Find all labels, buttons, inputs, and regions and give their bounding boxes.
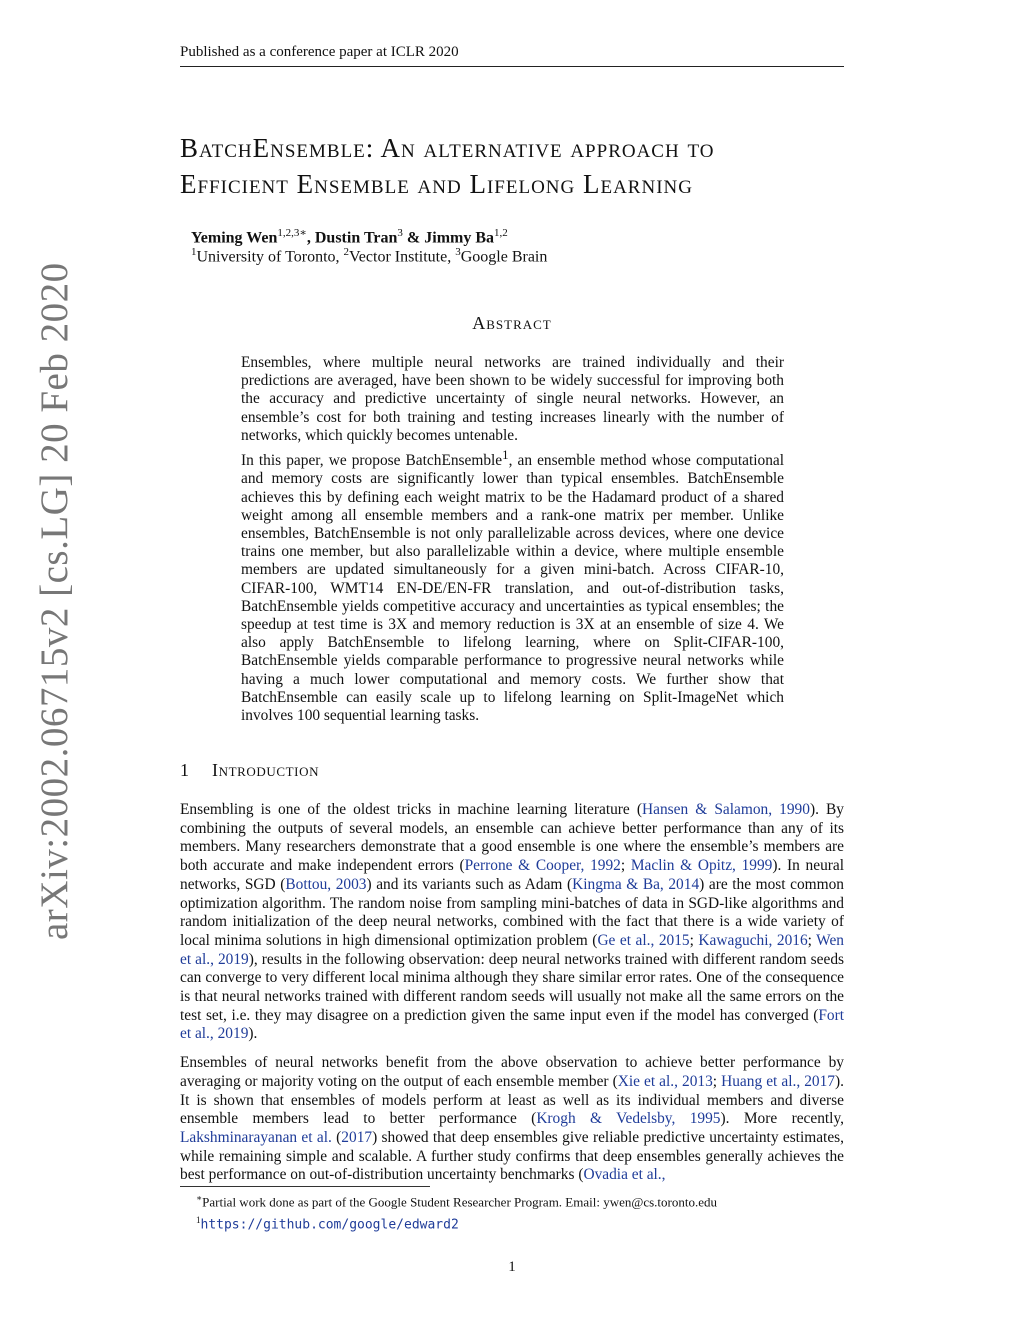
footnote-marker[interactable]: 1 (502, 448, 509, 463)
citation-link[interactable]: Xie et al., 2013 (617, 1072, 713, 1090)
body-paragraph (180, 1054, 844, 1185)
body-text: Ensembles of neural networks benefit from the above observation to achieve better performance by averaging or majority voting on the output of each ensemble member ( (180, 1054, 844, 1090)
citation-link[interactable]: Hansen & Salamon, 1990 (642, 801, 810, 818)
body-text: ). More recently, (720, 1110, 844, 1128)
affiliation: Vector Institute, (349, 248, 456, 266)
footnote-mark: 1 (196, 1215, 201, 1226)
affiliation-mark: 2 (343, 246, 350, 258)
introduction-body (180, 801, 844, 1195)
author-separator: & (402, 229, 425, 247)
affiliation: University of Toronto, (196, 248, 344, 266)
body-text: ; (620, 857, 631, 875)
author-name: Jimmy Ba (424, 229, 495, 247)
abstract-body (241, 354, 784, 726)
citation-link[interactable]: Fort et al., 2019 (180, 1006, 844, 1043)
header-rule (180, 66, 844, 67)
body-text: ; (712, 1072, 722, 1090)
citation-link[interactable]: Ovadia et al., (583, 1166, 666, 1184)
title-line-1: BatchEnsemble: An alternative approach to (180, 133, 715, 163)
body-text: ; (689, 931, 699, 949)
affiliation: Google Brain (460, 248, 548, 266)
author-affiliation-mark: 3 (397, 227, 403, 239)
abstract-heading: Abstract (472, 313, 552, 333)
author-affiliation-mark: 1,2 (494, 227, 508, 239)
footnote-rule (180, 1186, 430, 1187)
footnote (196, 1211, 717, 1234)
section-number: 1 (180, 760, 190, 780)
paper-title (180, 130, 850, 202)
affiliation-mark: 3 (455, 246, 461, 258)
body-text: ), results in the following observation: deep neural networks trained with different random seeds can converge to very different local minima although they share similar error rates. One of the consequence is that neural networks trained with different random seeds will usually not make all the same errors on the test set, i.e. they may disagree on a prediction given the same input even if the model has converged ( (180, 950, 845, 1024)
citation-link[interactable]: Kawaguchi, 2016 (698, 931, 808, 949)
citation-link[interactable]: Krogh & Vedelsby, 1995 (536, 1110, 721, 1128)
author-name: Yeming Wen (191, 229, 278, 247)
author-affiliation-mark: 1,2,3∗ (277, 227, 307, 239)
body-text: ) showed that deep ensembles give reliable predictive uncertainty estimates, while remaining simple and scalable. A further study confirms that deep ensembles generally achieves the best performance on out-of-distribution uncertainty benchmarks ( (180, 1128, 844, 1184)
body-text: ). (248, 1025, 258, 1043)
body-paragraph (180, 801, 844, 1044)
page-number: 1 (508, 1259, 516, 1275)
body-text: ( (331, 1128, 342, 1146)
footnote-mark: ∗ (196, 1193, 203, 1203)
body-text: ). In neural networks, SGD ( (180, 857, 845, 893)
abstract-text: In this paper, we propose BatchEnsemble (241, 452, 503, 470)
affiliation-line (191, 246, 547, 266)
citation-link[interactable]: Huang et al., 2017 (721, 1072, 835, 1090)
arxiv-identifier-stamp: arXiv:2002.06715v2 [cs.LG] 20 Feb 2020 (33, 262, 76, 940)
affiliation-mark: 1 (191, 246, 197, 258)
section-title: Introduction (212, 760, 320, 780)
body-text: ) are the most common optimization algorithm. The random noise from sampling mini-batches of data in SGD-like algorithms and random initialization of the deep neural networks, combined with the fact that there is a wide variety of local minima solutions in high dimensional optimization problem ( (180, 875, 844, 949)
footnotes (196, 1189, 717, 1235)
abstract-paragraph (241, 446, 784, 725)
citation-link[interactable]: Kingma & Ba, 2014 (572, 875, 700, 893)
body-text: ). It is shown that ensembles of models perform at least as well as its individual members and diverse ensemble members lead to better performance ( (180, 1072, 844, 1128)
citation-link[interactable]: 2017 (341, 1128, 373, 1146)
title-line-2: Efficient Ensemble and Lifelong Learning (180, 169, 693, 199)
author-name: Dustin Tran (314, 229, 398, 247)
abstract-text: , an ensemble method whose computational and memory costs are significantly lower than typical ensembles. BatchEnsemble achieves this by defining each weight matrix to be the Hadamard product of a shared weight among all ensemble members and a rank-one matrix per member. Unlike ensembles, BatchEnsemble is not only parallelizable across devices, where one device trains one member, but also parallelizable within a device, where multiple ensemble members are updated simultaneously for a given mini-batch. Across CIFAR-10, CIFAR-100, WMT14 EN-DE/EN-FR translation, and out-of-distribution tasks, BatchEnsemble yields competitive accuracy and uncertainties as typical ensembles; the speedup at test time is 3X and memory reduction is 3X at an ensemble of size 4. We also apply BatchEnsemble to lifelong learning, where on Split-CIFAR-100, BatchEnsemble yields comparable performance to progressive neural networks while having a much lower computational and memory costs. We further show that BatchEnsemble can easily scale up to lifelong learning on Split-ImageNet which involves 100 sequential learning tasks. (241, 452, 784, 724)
citation-link[interactable]: Maclin & Opitz, 1999 (630, 857, 773, 875)
body-text: Ensembling is one of the oldest tricks in machine learning literature ( (180, 801, 642, 818)
citation-link[interactable]: Perrone & Cooper, 1992 (464, 857, 621, 875)
running-header: Published as a conference paper at ICLR 2020 (180, 44, 459, 60)
body-text: ) and its variants such as Adam ( (366, 875, 573, 893)
author-separator: , (306, 229, 315, 247)
abstract-paragraph: Ensembles, where multiple neural networks are trained individually and their predictions are averaged, have been shown to be widely successful for improving both the accuracy and predictive uncertainty of single neural networks. However, an ensemble’s cost for both training and testing increases linearly with the number of networks, which quickly becomes untenable. (241, 354, 784, 444)
citation-link[interactable]: Wen et al., 2019 (180, 931, 844, 968)
footnote-text: Partial work done as part of the Google Student Researcher Program. Email: ywen@cs.toronto.edu (202, 1194, 717, 1210)
author-list (191, 226, 508, 247)
body-text: ; (807, 931, 817, 949)
citation-link[interactable]: Bottou, 2003 (285, 875, 367, 893)
citation-link[interactable]: Ge et al., 2015 (597, 931, 690, 949)
section-heading-introduction (180, 760, 319, 781)
footnote-url-link[interactable]: https://github.com/google/edward2 (200, 1217, 459, 1233)
body-text: ). By combining the outputs of several models, an ensemble can achieve better performance than any of its members. Many researchers demonstrate that a good ensemble is one where the ensemble’s members are both accurate and make independent errors ( (180, 801, 844, 875)
footnote (196, 1189, 717, 1211)
citation-link[interactable]: Lakshminarayanan et al. (180, 1128, 332, 1146)
